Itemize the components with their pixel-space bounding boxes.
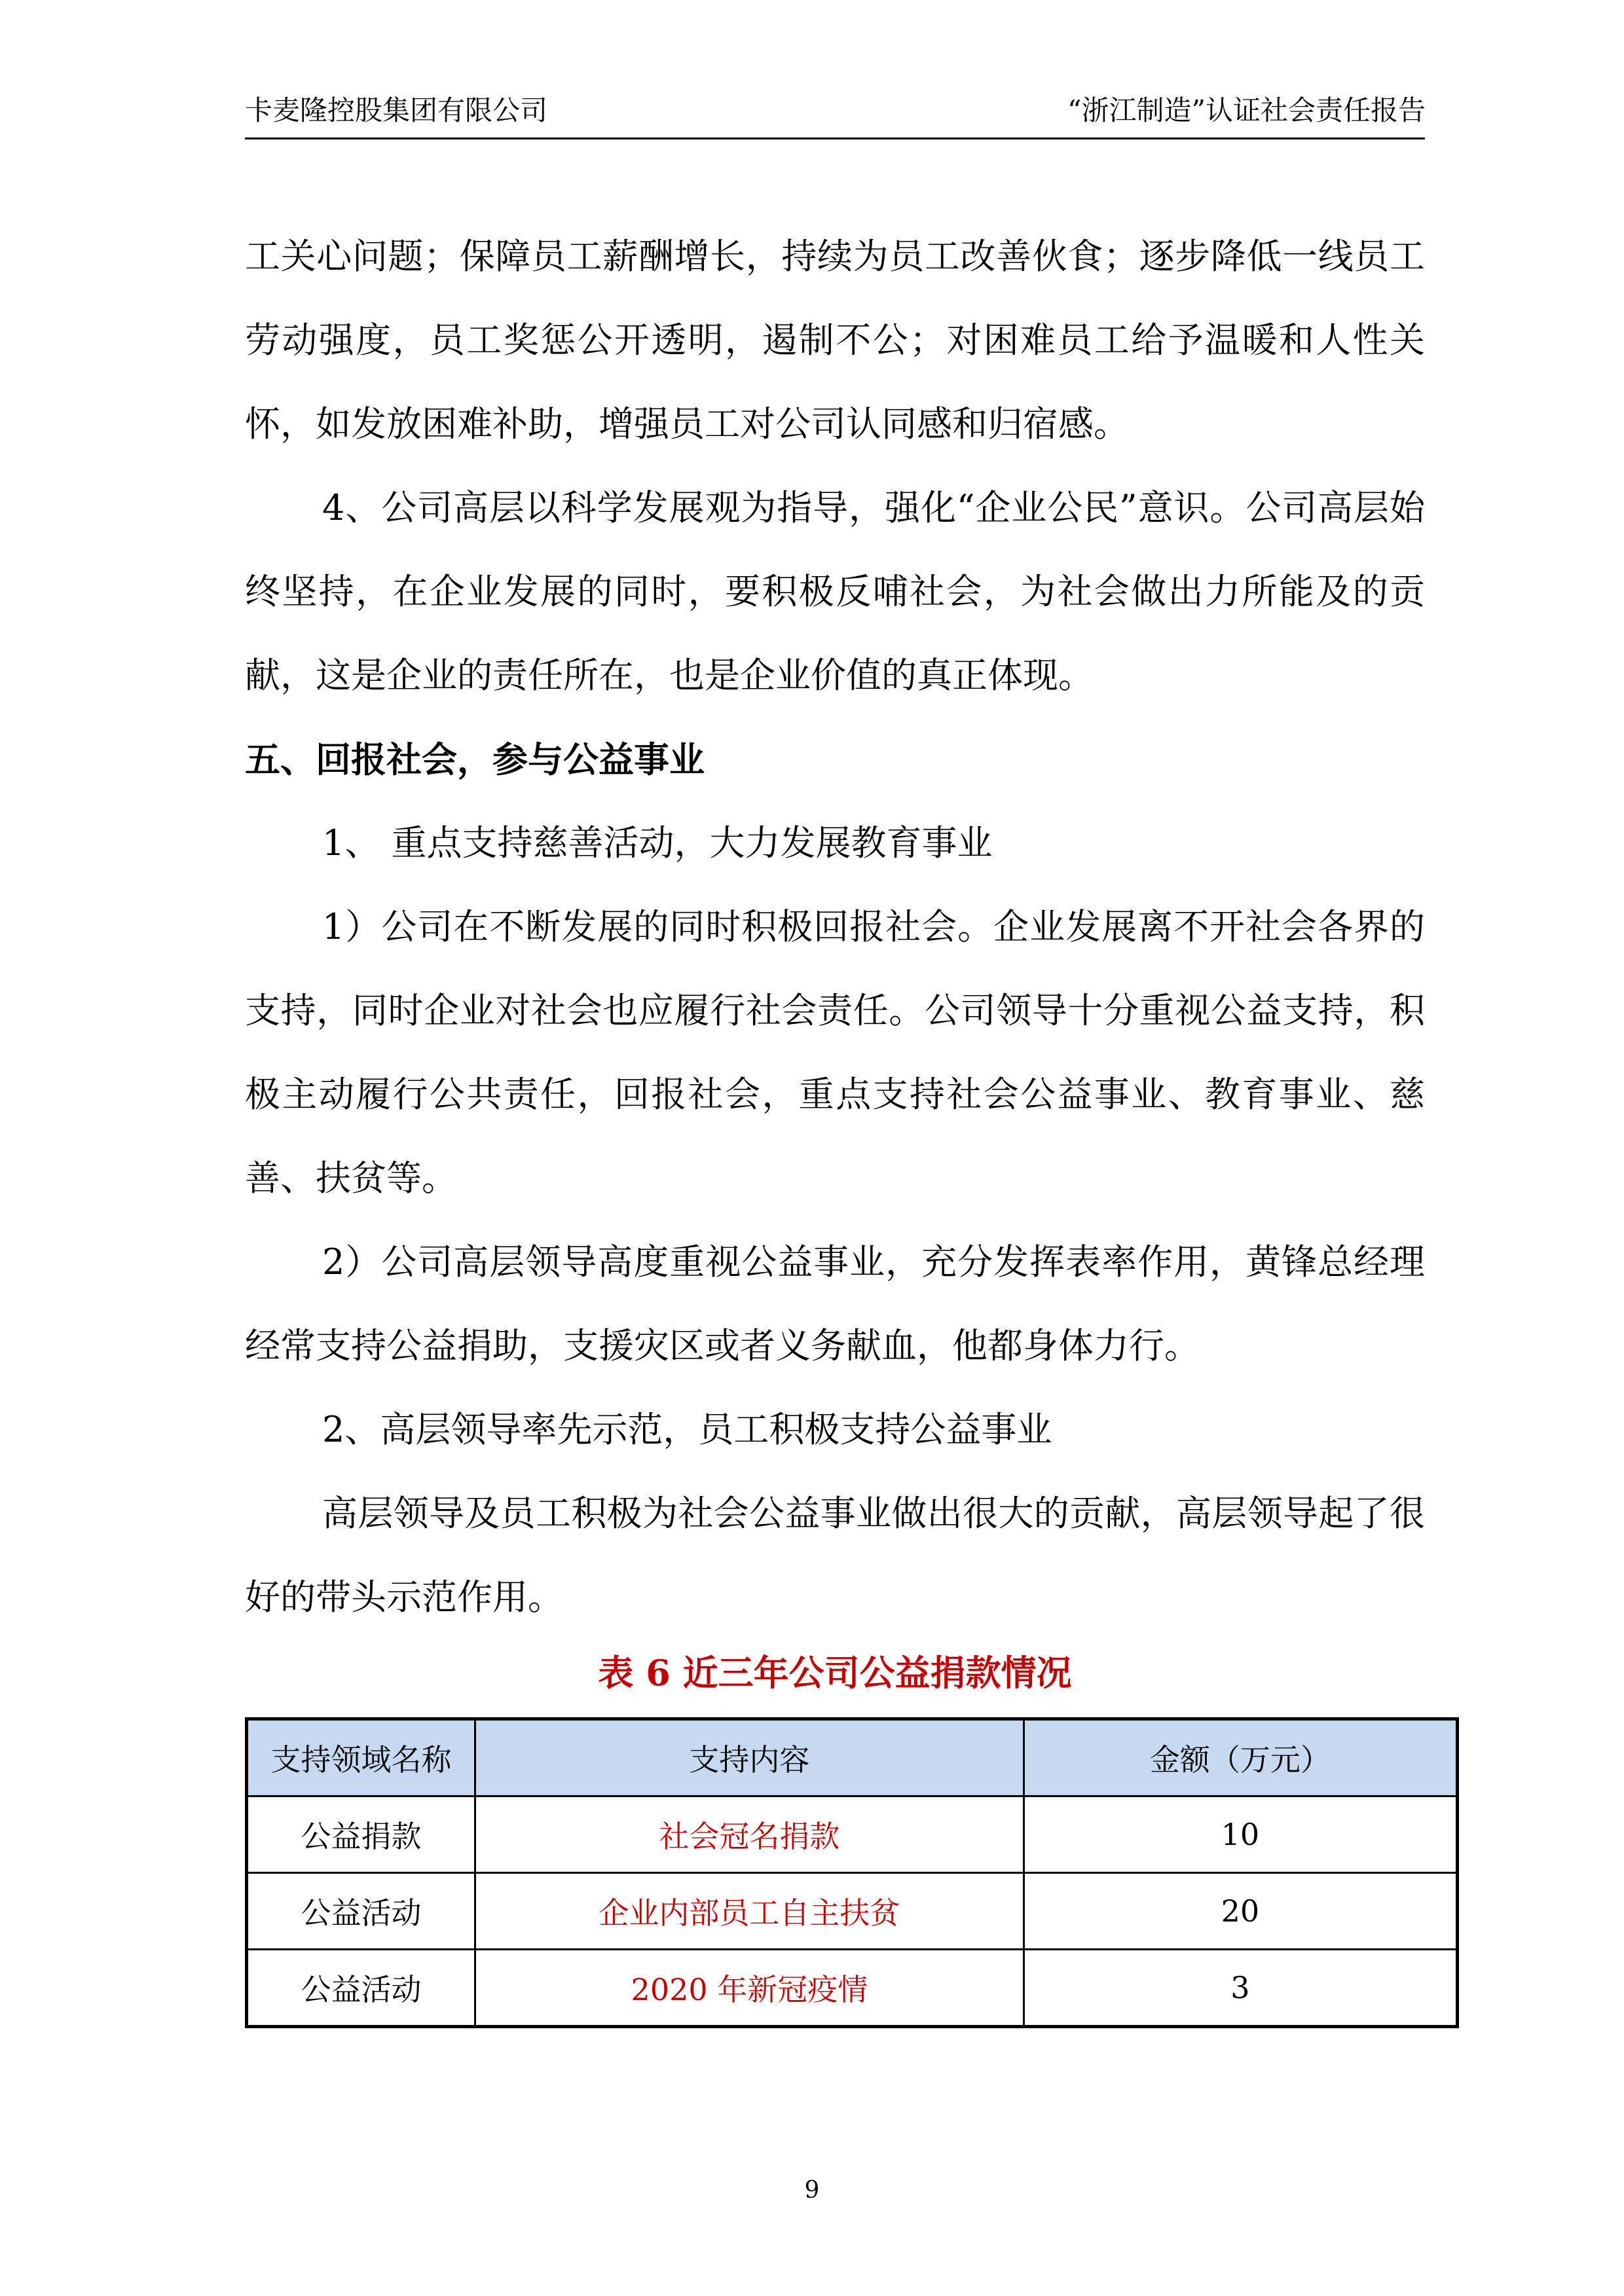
paragraph-leadership-example: 2）公司高层领导高度重视公益事业，充分发挥表率作用，黄锋总经理经常支持公益捐助，支援灾区或者义务献血，他都身体力行。 (245, 1241, 1425, 1366)
cell-content: 企业内部员工自主扶贫 (475, 1873, 1024, 1950)
cell-field: 公益活动 (247, 1950, 475, 2027)
paragraph-employee-care: 工关心问题；保障员工薪酬增长，持续为员工改善伙食；逐步降低一线员工劳动强度，员工奖惩公开透明，遏制不公；对困难员工给予温暖和人性关怀，如发放困难补助，增强员工对公司认同感和归宿感。 (245, 236, 1425, 445)
header-company-name: 卡麦隆控股集团有限公司 (245, 94, 548, 126)
cell-field: 公益捐款 (247, 1796, 475, 1873)
paragraph-give-back: 1）公司在不断发展的同时积极回报社会。企业发展离不开社会各界的支持，同时企业对社会也应履行社会责任。公司领导十分重视公益支持，积极主动履行公共责任，回报社会，重点支持社会公益事业、教育事业、慈善、扶贫等。 (245, 906, 1425, 1199)
section-heading-5: 五、回报社会，参与公益事业 (245, 738, 705, 780)
cell-content: 社会冠名捐款 (475, 1796, 1024, 1873)
cell-content: 2020 年新冠疫情 (475, 1950, 1024, 2027)
cell-amount: 20 (1024, 1873, 1457, 1950)
cell-field: 公益活动 (247, 1873, 475, 1950)
page-number: 9 (804, 2177, 820, 2204)
table-header-row (247, 1719, 1458, 1796)
subheading-charity-education: 1、 重点支持慈善活动，大力发展教育事业 (322, 822, 993, 864)
column-header-amount: 金额（万元） (1024, 1719, 1457, 1796)
donation-table (245, 1717, 1459, 2028)
paragraph-corporate-citizen: 4、公司高层以科学发展观为指导，强化“企业公民”意识。公司高层始终坚持，在企业发展的同时，要积极反哺社会，为社会做出力所能及的贡献，这是企业的责任所在，也是企业价值的真正体现。 (245, 487, 1425, 696)
header-report-title: “浙江制造”认证社会责任报告 (1067, 94, 1426, 126)
subheading-leaders-lead: 2、高层领导率先示范，员工积极支持公益事业 (322, 1409, 1052, 1450)
table-row (247, 1950, 1458, 2027)
cell-amount: 10 (1024, 1796, 1457, 1873)
header-divider (245, 137, 1425, 139)
table-row (247, 1873, 1458, 1950)
body-content (245, 215, 1425, 1639)
column-header-field: 支持领域名称 (247, 1719, 475, 1796)
table-title: 表 6 近三年公司公益捐款情况 (598, 1652, 1072, 1694)
column-header-content: 支持内容 (475, 1719, 1024, 1796)
cell-amount: 3 (1024, 1950, 1457, 2027)
table-row (247, 1796, 1458, 1873)
paragraph-contribution: 高层领导及员工积极为社会公益事业做出很大的贡献，高层领导起了很好的带头示范作用。 (245, 1493, 1425, 1618)
